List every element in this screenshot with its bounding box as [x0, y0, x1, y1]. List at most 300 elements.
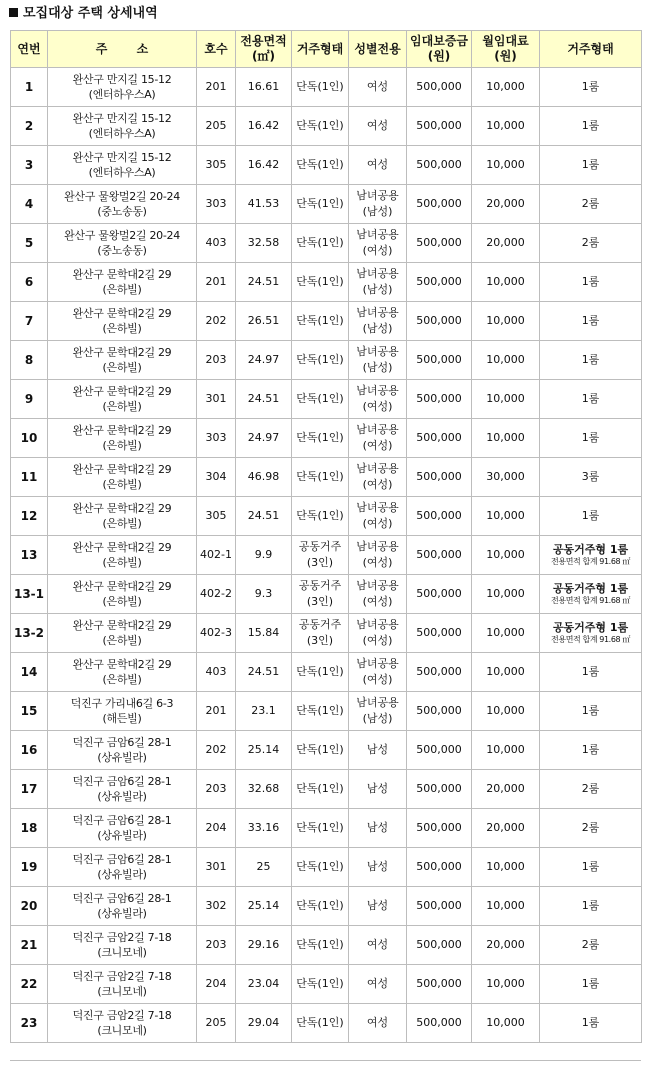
residence-type-cell	[292, 692, 349, 731]
rent-cell	[472, 68, 540, 107]
gender-cell	[349, 536, 407, 575]
gender-cell-line1: 남녀공용	[356, 306, 399, 319]
address-cell-line2: (은하빌)	[102, 517, 142, 530]
unit-cell-text: 205	[205, 1016, 227, 1029]
gender-cell-line1: 여성	[366, 977, 389, 990]
row-number-text: 20	[20, 899, 38, 913]
room-type-cell	[540, 614, 642, 653]
rent-cell	[472, 536, 540, 575]
room-type-cell	[540, 1004, 642, 1043]
address-cell-line1: 덕진구 금암6길 28-1	[72, 892, 172, 905]
gender-cell-line1: 남성	[366, 821, 389, 834]
room-type-text: 1룸	[581, 665, 600, 678]
unit-cell	[197, 185, 236, 224]
address-cell-line2: (은하빌)	[102, 673, 142, 686]
table-row	[11, 887, 642, 926]
row-number-text: 14	[20, 665, 38, 679]
bottom-divider	[10, 1060, 641, 1061]
address-cell-line2: (크니모네)	[97, 1024, 147, 1037]
gender-cell	[349, 1004, 407, 1043]
residence-type-cell-line1: 단독(1인)	[296, 977, 344, 990]
area-cell	[236, 614, 292, 653]
gender-cell	[349, 341, 407, 380]
unit-cell-text: 402-1	[200, 548, 232, 561]
row-number	[11, 341, 48, 380]
address-cell-line1: 덕진구 금암2길 7-18	[72, 970, 172, 983]
area-cell-text: 24.51	[247, 392, 280, 405]
gender-cell	[349, 419, 407, 458]
deposit-cell-text: 500,000	[416, 275, 462, 288]
gender-cell-line2: (남성)	[362, 361, 393, 374]
unit-cell	[197, 263, 236, 302]
address-cell-line1: 완산구 문학대2길 29	[72, 307, 172, 320]
address-cell-line1: 완산구 문학대2길 29	[72, 463, 172, 476]
row-number-text: 5	[24, 236, 34, 250]
gender-cell	[349, 926, 407, 965]
gender-cell	[349, 848, 407, 887]
table-row	[11, 419, 642, 458]
header-area-line2: (㎡)	[252, 49, 275, 63]
area-cell-text: 23.1	[251, 704, 276, 717]
gender-cell	[349, 575, 407, 614]
room-type-cell	[540, 185, 642, 224]
address-cell-line2: (중노송동)	[97, 244, 147, 257]
gender-cell	[349, 185, 407, 224]
unit-cell	[197, 887, 236, 926]
row-number	[11, 497, 48, 536]
table-row	[11, 1004, 642, 1043]
address-cell-line2: (상유빌라)	[97, 868, 147, 881]
area-cell	[236, 731, 292, 770]
residence-type-cell-line2: (3인)	[306, 556, 334, 569]
residence-type-cell	[292, 653, 349, 692]
residence-type-cell	[292, 107, 349, 146]
gender-cell	[349, 380, 407, 419]
gender-cell-line1: 남녀공용	[356, 423, 399, 436]
unit-cell-text: 202	[205, 314, 227, 327]
room-type-cell	[540, 146, 642, 185]
residence-type-cell	[292, 380, 349, 419]
housing-detail-table	[10, 30, 642, 1043]
room-type-text: 1룸	[581, 509, 600, 522]
row-number-text: 16	[20, 743, 38, 757]
row-number	[11, 770, 48, 809]
residence-type-cell	[292, 614, 349, 653]
unit-cell-text: 204	[205, 821, 227, 834]
deposit-cell-text: 500,000	[416, 119, 462, 132]
address-cell	[48, 1004, 197, 1043]
address-cell-line2: (엔터하우스A)	[88, 88, 156, 101]
unit-cell	[197, 458, 236, 497]
room-type-cell	[540, 497, 642, 536]
residence-type-cell	[292, 146, 349, 185]
header-address-text: 주 소	[95, 41, 149, 56]
area-cell-text: 16.42	[247, 158, 280, 171]
address-cell-line1: 완산구 문학대2길 29	[72, 385, 172, 398]
area-cell	[236, 380, 292, 419]
deposit-cell	[407, 224, 472, 263]
table-row	[11, 848, 642, 887]
address-cell	[48, 341, 197, 380]
residence-type-cell	[292, 185, 349, 224]
address-cell-line1: 완산구 만지길 15-12	[72, 73, 172, 86]
residence-type-cell-line1: 단독(1인)	[296, 938, 344, 951]
rent-cell-text: 10,000	[486, 743, 525, 756]
area-cell	[236, 692, 292, 731]
unit-cell	[197, 224, 236, 263]
rent-cell	[472, 185, 540, 224]
rent-cell-text: 10,000	[486, 548, 525, 561]
deposit-cell-text: 500,000	[416, 353, 462, 366]
table-row	[11, 68, 642, 107]
area-cell	[236, 497, 292, 536]
unit-cell	[197, 926, 236, 965]
address-cell-line2: (중노송동)	[97, 205, 147, 218]
rent-cell	[472, 692, 540, 731]
rent-cell	[472, 653, 540, 692]
address-cell-line2: (은하빌)	[102, 595, 142, 608]
row-number	[11, 614, 48, 653]
address-cell	[48, 107, 197, 146]
header-no: 연번	[11, 31, 48, 68]
address-cell-line1: 완산구 문학대2길 29	[72, 346, 172, 359]
area-cell-text: 15.84	[247, 626, 280, 639]
table-row	[11, 692, 642, 731]
gender-cell-line1: 남성	[366, 782, 389, 795]
table-row	[11, 146, 642, 185]
area-cell-text: 25.14	[247, 743, 280, 756]
gender-cell-line1: 남녀공용	[356, 462, 399, 475]
gender-cell-line2: (남성)	[362, 283, 393, 296]
area-cell-text: 24.97	[247, 353, 280, 366]
residence-type-cell-line1: 단독(1인)	[296, 470, 344, 483]
area-cell	[236, 185, 292, 224]
deposit-cell-text: 500,000	[416, 821, 462, 834]
room-type-cell	[540, 770, 642, 809]
address-cell-line1: 완산구 문학대2길 29	[72, 580, 172, 593]
area-cell	[236, 458, 292, 497]
row-number	[11, 848, 48, 887]
address-cell	[48, 146, 197, 185]
address-cell-line1: 덕진구 금암6길 28-1	[72, 814, 172, 827]
address-cell	[48, 536, 197, 575]
area-cell-text: 46.98	[247, 470, 280, 483]
rent-cell-text: 20,000	[486, 938, 525, 951]
rent-cell-text: 10,000	[486, 1016, 525, 1029]
address-cell-line2: (상유빌라)	[97, 790, 147, 803]
residence-type-cell	[292, 302, 349, 341]
rent-cell-text: 10,000	[486, 353, 525, 366]
area-cell	[236, 926, 292, 965]
address-cell	[48, 926, 197, 965]
room-type-cell	[540, 458, 642, 497]
deposit-cell	[407, 302, 472, 341]
area-cell	[236, 263, 292, 302]
row-number-text: 7	[24, 314, 34, 328]
area-cell	[236, 848, 292, 887]
row-number	[11, 263, 48, 302]
table-row	[11, 185, 642, 224]
gender-cell-line2: (남성)	[362, 712, 393, 725]
rent-cell-text: 30,000	[486, 470, 525, 483]
rent-cell	[472, 458, 540, 497]
address-cell	[48, 419, 197, 458]
residence-type-cell-line1: 공동거주	[298, 579, 342, 592]
deposit-cell-text: 500,000	[416, 392, 462, 405]
room-type-text: 1룸	[581, 704, 600, 717]
rent-cell	[472, 497, 540, 536]
area-cell-text: 29.04	[247, 1016, 280, 1029]
residence-type-cell-line1: 단독(1인)	[296, 119, 344, 132]
address-cell-line1: 완산구 문학대2길 29	[72, 541, 172, 554]
residence-type-cell	[292, 770, 349, 809]
room-type-cell	[540, 536, 642, 575]
row-number-text: 13	[20, 548, 38, 562]
room-type-text: 1룸	[581, 860, 600, 873]
header-deposit-line2: (원)	[427, 49, 451, 63]
residence-type-cell-line1: 공동거주	[298, 618, 342, 631]
residence-type-cell-line2: (3인)	[306, 595, 334, 608]
address-cell-line2: (은하빌)	[102, 283, 142, 296]
deposit-cell	[407, 770, 472, 809]
row-number	[11, 536, 48, 575]
rent-cell	[472, 419, 540, 458]
unit-cell	[197, 380, 236, 419]
address-cell	[48, 887, 197, 926]
residence-type-cell-line1: 단독(1인)	[296, 392, 344, 405]
deposit-cell	[407, 185, 472, 224]
address-cell-line2: (크니모네)	[97, 985, 147, 998]
gender-cell-line1: 남녀공용	[356, 384, 399, 397]
rent-cell-text: 10,000	[486, 860, 525, 873]
address-cell-line1: 덕진구 금암6길 28-1	[72, 775, 172, 788]
deposit-cell-text: 500,000	[416, 977, 462, 990]
address-cell-line2: (상유빌라)	[97, 751, 147, 764]
address-cell-line1: 덕진구 금암6길 28-1	[72, 736, 172, 749]
residence-type-cell	[292, 926, 349, 965]
gender-cell	[349, 731, 407, 770]
residence-type-cell	[292, 731, 349, 770]
deposit-cell-text: 500,000	[416, 938, 462, 951]
gender-cell-line1: 남성	[366, 743, 389, 756]
deposit-cell-text: 500,000	[416, 80, 462, 93]
gender-cell-line2: (여성)	[362, 595, 393, 608]
row-number	[11, 107, 48, 146]
unit-cell	[197, 848, 236, 887]
address-cell-line1: 완산구 물왕멀2길 20-24	[64, 229, 180, 242]
rent-cell	[472, 575, 540, 614]
area-cell	[236, 68, 292, 107]
row-number	[11, 887, 48, 926]
table-row	[11, 965, 642, 1004]
residence-type-cell-line1: 단독(1인)	[296, 899, 344, 912]
table-row	[11, 497, 642, 536]
gender-cell-line1: 여성	[366, 119, 389, 132]
table-body	[11, 68, 642, 1043]
room-type-cell	[540, 224, 642, 263]
unit-cell	[197, 575, 236, 614]
rent-cell	[472, 302, 540, 341]
gender-cell-line2: (남성)	[362, 322, 393, 335]
unit-cell-text: 402-3	[200, 626, 232, 639]
address-cell	[48, 614, 197, 653]
room-type-note-title: 공동거주형 1룸	[552, 582, 629, 595]
unit-cell	[197, 809, 236, 848]
rent-cell-text: 20,000	[486, 197, 525, 210]
room-type-cell	[540, 341, 642, 380]
residence-type-cell	[292, 419, 349, 458]
rent-cell	[472, 341, 540, 380]
residence-type-cell	[292, 536, 349, 575]
residence-type-cell-line1: 단독(1인)	[296, 860, 344, 873]
row-number-text: 10	[20, 431, 38, 445]
table-row	[11, 926, 642, 965]
rent-cell	[472, 731, 540, 770]
deposit-cell	[407, 1004, 472, 1043]
rent-cell	[472, 224, 540, 263]
area-cell	[236, 419, 292, 458]
room-type-cell	[540, 263, 642, 302]
deposit-cell	[407, 809, 472, 848]
room-type-text: 1룸	[581, 899, 600, 912]
unit-cell	[197, 692, 236, 731]
deposit-cell-text: 500,000	[416, 587, 462, 600]
unit-cell-text: 305	[205, 158, 227, 171]
room-type-note-title: 공동거주형 1룸	[552, 543, 629, 556]
gender-cell-line1: 남녀공용	[356, 501, 399, 514]
deposit-cell	[407, 419, 472, 458]
residence-type-cell-line1: 단독(1인)	[296, 236, 344, 249]
deposit-cell	[407, 848, 472, 887]
room-type-cell	[540, 575, 642, 614]
rent-cell-text: 10,000	[486, 314, 525, 327]
header-unit: 호수	[197, 31, 236, 68]
header-room: 거주형태	[540, 31, 642, 68]
rent-cell	[472, 263, 540, 302]
gender-cell	[349, 263, 407, 302]
room-type-note-detail: 전용면적 합계 91.68 ㎡	[551, 635, 630, 644]
rent-cell-text: 20,000	[486, 236, 525, 249]
address-cell	[48, 770, 197, 809]
table-row	[11, 809, 642, 848]
gender-cell-line1: 남녀공용	[356, 540, 399, 553]
gender-cell	[349, 809, 407, 848]
header-rent	[472, 31, 540, 68]
area-cell-text: 24.51	[247, 665, 280, 678]
gender-cell-line2: (여성)	[362, 439, 393, 452]
gender-cell	[349, 107, 407, 146]
unit-cell	[197, 731, 236, 770]
gender-cell-line1: 남녀공용	[356, 579, 399, 592]
row-number-text: 2	[24, 119, 34, 133]
gender-cell-line1: 남성	[366, 899, 389, 912]
unit-cell-text: 301	[205, 860, 227, 873]
header-area	[236, 31, 292, 68]
deposit-cell	[407, 497, 472, 536]
address-cell-line1: 덕진구 금암2길 7-18	[72, 1009, 172, 1022]
rent-cell	[472, 809, 540, 848]
row-number-text: 6	[24, 275, 34, 289]
address-cell-line1: 완산구 문학대2길 29	[72, 658, 172, 671]
area-cell	[236, 536, 292, 575]
unit-cell-text: 402-2	[200, 587, 232, 600]
row-number-text: 3	[24, 158, 34, 172]
address-cell-line2: (은하빌)	[102, 556, 142, 569]
gender-cell-line1: 남녀공용	[356, 618, 399, 631]
unit-cell	[197, 341, 236, 380]
gender-cell-line2: (여성)	[362, 556, 393, 569]
area-cell	[236, 770, 292, 809]
address-cell-line2: (은하빌)	[102, 400, 142, 413]
unit-cell-text: 302	[205, 899, 227, 912]
room-type-text: 3룸	[581, 470, 600, 483]
row-number-text: 4	[24, 197, 34, 211]
residence-type-cell-line1: 단독(1인)	[296, 1016, 344, 1029]
room-type-text: 1룸	[581, 977, 600, 990]
area-cell-text: 25	[256, 860, 271, 873]
room-type-cell	[540, 887, 642, 926]
deposit-cell-text: 500,000	[416, 509, 462, 522]
gender-cell	[349, 302, 407, 341]
residence-type-cell-line1: 단독(1인)	[296, 743, 344, 756]
residence-type-cell	[292, 497, 349, 536]
row-number-text: 1	[24, 80, 34, 94]
unit-cell-text: 303	[205, 197, 227, 210]
header-gender: 성별전용	[349, 31, 407, 68]
gender-cell	[349, 887, 407, 926]
row-number	[11, 575, 48, 614]
deposit-cell-text: 500,000	[416, 197, 462, 210]
residence-type-cell-line1: 단독(1인)	[296, 821, 344, 834]
unit-cell	[197, 146, 236, 185]
deposit-cell-text: 500,000	[416, 431, 462, 444]
address-cell	[48, 848, 197, 887]
area-cell-text: 32.68	[247, 782, 280, 795]
address-cell-line1: 덕진구 금암2길 7-18	[72, 931, 172, 944]
residence-type-cell	[292, 224, 349, 263]
area-cell	[236, 887, 292, 926]
area-cell-text: 25.14	[247, 899, 280, 912]
address-cell-line2: (상유빌라)	[97, 829, 147, 842]
residence-type-cell	[292, 341, 349, 380]
area-cell-text: 24.97	[247, 431, 280, 444]
unit-cell-text: 403	[205, 236, 227, 249]
residence-type-cell	[292, 887, 349, 926]
residence-type-cell-line1: 단독(1인)	[296, 197, 344, 210]
table-row	[11, 263, 642, 302]
table-row	[11, 575, 642, 614]
residence-type-cell	[292, 458, 349, 497]
address-cell-line2: (은하빌)	[102, 478, 142, 491]
room-type-text: 1룸	[581, 392, 600, 405]
deposit-cell	[407, 653, 472, 692]
table-header-row	[11, 31, 642, 68]
table-row	[11, 770, 642, 809]
row-number	[11, 380, 48, 419]
row-number	[11, 653, 48, 692]
table-row	[11, 107, 642, 146]
unit-cell-text: 204	[205, 977, 227, 990]
room-type-cell	[540, 380, 642, 419]
rent-cell	[472, 380, 540, 419]
room-type-text: 2룸	[581, 197, 600, 210]
address-cell-line1: 완산구 문학대2길 29	[72, 268, 172, 281]
address-cell-line2: (엔터하우스A)	[88, 127, 156, 140]
area-cell	[236, 107, 292, 146]
rent-cell-text: 20,000	[486, 821, 525, 834]
table-row	[11, 536, 642, 575]
area-cell-text: 16.61	[247, 80, 280, 93]
